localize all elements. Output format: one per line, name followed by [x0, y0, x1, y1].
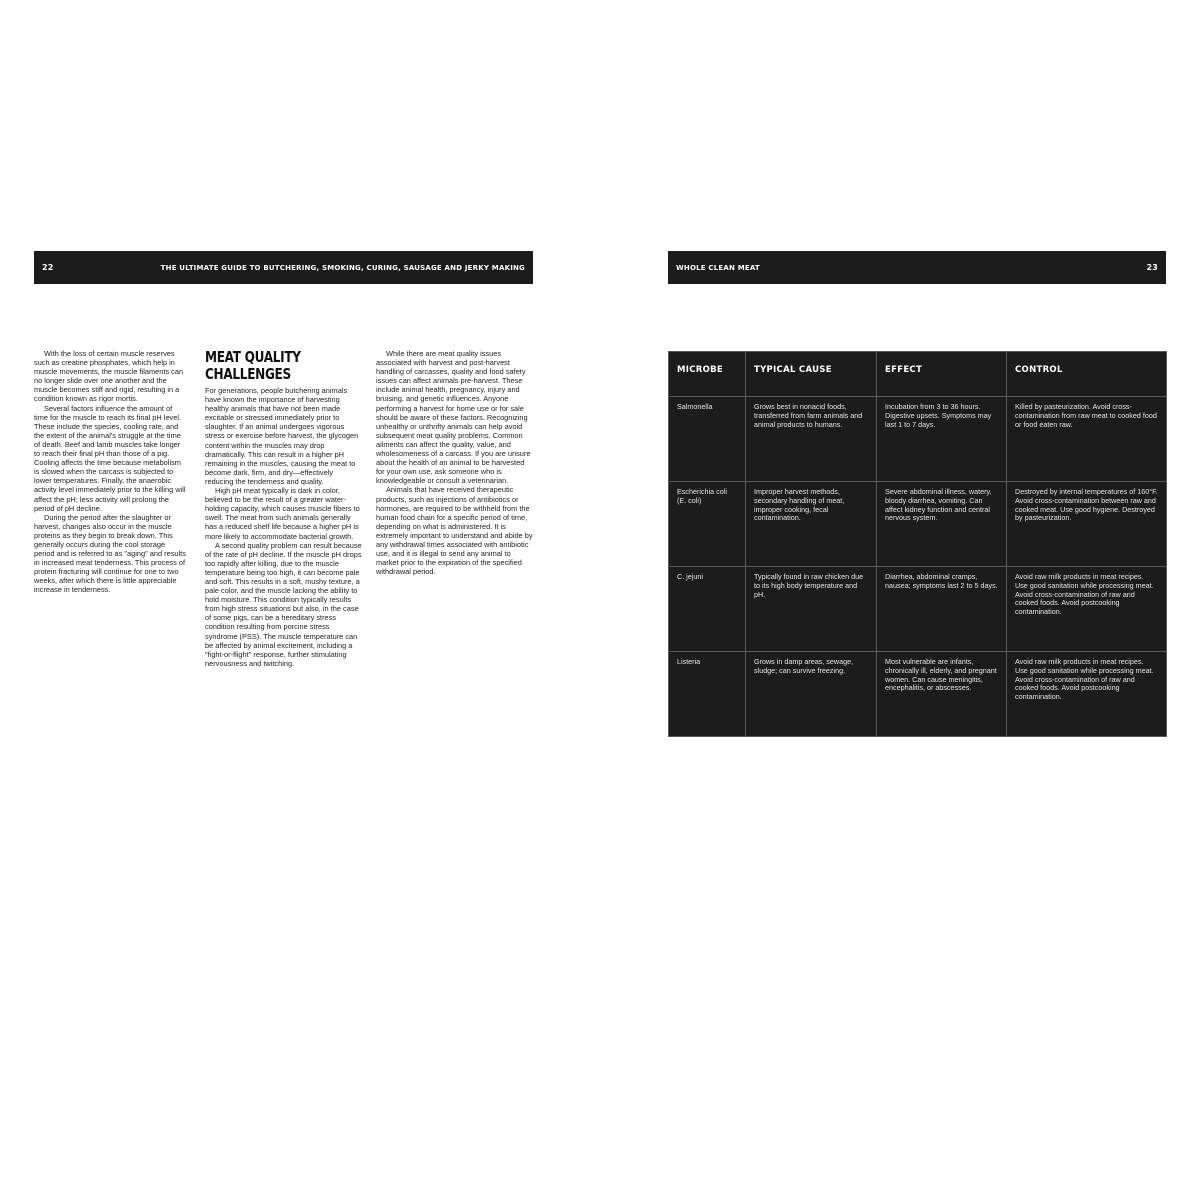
paragraph: While there are meat quality issues associated with harvest and post-harvest handling of carcasses, quality and food safety issues can affect animals pre-harvest. These include animal health, pregnancy, injury and bruising, and genetic influences. Anyone performing a harvest for home use or for sale should be aware of these factors. Recognizing unhealthy or unthrifty animals can help avoid subsequent meat quality problems. Common ailments can affect the quality, value, and wholesomeness of a carcass. If you are unsure about the health of an animal to be harvested for your own use, ask someone who is knowledgeable or consult a veterinarian. — [376, 349, 531, 486]
paragraph: Several factors influence the amount of time for the muscle to reach its final pH level. These include the species, cooling rate, and the extent of the animal's struggle at the time of death. Beef and lamb muscles take longer to reach their final pH than those of a pig. Cooling affects the time because metabolism is slowed when the carcass is subjected to lower temperatures. Finally, the anaerobic activity level immediately prior to the killing will affect the pH; less activity will prolong the period of pH decline. — [34, 403, 186, 513]
table-row — [669, 397, 1167, 482]
cell-cause: Grows in damp areas, sewage, sludge; can survive freezing. — [746, 652, 877, 737]
header-typical-cause: TYPICAL CAUSE — [746, 352, 877, 397]
cell-control: Destroyed by internal temperatures of 160°F. Avoid cross-contamination between raw and cooked meat. Use good hygiene. Destroyed by pasteurization. — [1007, 482, 1167, 567]
header-microbe: MICROBE — [669, 352, 746, 397]
left-page-header — [34, 251, 533, 284]
cell-control: Avoid raw milk products in meat recipes. Use good sanitation while processing meat. Avoid cross-contamination of raw and cooked foods. Avoid postcooking contamination. — [1007, 567, 1167, 652]
left-column-1 — [34, 349, 187, 595]
paragraph: High pH meat typically is dark in color, believed to be the result of a greater water-holding capacity, which causes muscle fibers to swell. The meat from such animals generally has a reduced shelf life because a higher pH is more likely to accommodate bacterial growth. — [205, 486, 360, 541]
cell-effect: Most vulnerable are infants, chronically ill, elderly, and pregnant women. Can cause meningitis, encephalitis, or abscesses. — [877, 652, 1007, 737]
header-control: CONTROL — [1007, 352, 1167, 397]
left-page-number: 22 — [42, 263, 54, 272]
paragraph: During the period after the slaughter or harvest, changes also occur in the muscle proteins as they begin to break down. This generally occurs during the cool storage period and is referred to as "aging" and results in increased meat tenderness. This process of protein fracturing will continue for one to two weeks, after which there is little appreciable increase in tenderness. — [34, 512, 186, 595]
right-running-title: WHOLE CLEAN MEAT — [676, 263, 760, 272]
microbe-table — [668, 351, 1167, 737]
header-effect: EFFECT — [877, 352, 1007, 397]
cell-effect: Incubation from 3 to 36 hours. Digestive upsets. Symptoms may last 1 to 7 days. — [877, 397, 1007, 482]
section-title: MEAT QUALITY CHALLENGES — [205, 348, 301, 383]
cell-microbe: Listeria — [669, 652, 746, 737]
paragraph: Animals that have received therapeutic products, such as injections of antibiotics or hormones, are required to be withheld from the human food chain for a specific period of time, depending on what is administered. It is extremely important to understand and abide by any withdrawal times associated with antibiotic use, and it is illegal to send any animal to market prior to the expiration of the specified withdrawal period. — [376, 485, 533, 577]
table-header-row — [669, 352, 1167, 397]
table-row — [669, 567, 1167, 652]
left-running-title: THE ULTIMATE GUIDE TO BUTCHERING, SMOKING, CURING, SAUSAGE AND JERKY MAKING — [160, 263, 525, 272]
paragraph: With the loss of certain muscle reserves such as creatine phosphates, which help in muscle movements, the muscle filaments can no longer slide over one another and the muscle becomes stiff and rigid, resulting in a condition known as rigor mortis. — [34, 349, 184, 404]
cell-control: Killed by pasteurization. Avoid cross-contamination from raw meat to cooked food or food eaten raw. — [1007, 397, 1167, 482]
cell-microbe: C. jejuni — [669, 567, 746, 652]
cell-cause: Improper harvest methods, secondary handling of meat, improper cooking, fecal contamination. — [746, 482, 877, 567]
table-row — [669, 652, 1167, 737]
cell-cause: Grows best in nonacid foods, transferred from farm animals and animal products to humans. — [746, 397, 877, 482]
cell-microbe: Salmonella — [669, 397, 746, 482]
cell-cause: Typically found in raw chicken due to its high body temperature and pH. — [746, 567, 877, 652]
table-row — [669, 482, 1167, 567]
cell-effect: Diarrhea, abdominal cramps, nausea; symptoms last 2 to 5 days. — [877, 567, 1007, 652]
paragraph: For generations, people butchering animals have known the importance of harvesting healthy animals that have not been made excitable or stressed immediately prior to slaughter. If an animal undergoes vigorous stress or exercise before harvest, the glycogen content within the muscles may drop dramatically. This can result in a higher pH remaining in the muscles, causing the meat to become dark, firm, and dry—effectively reducing the tenderness and quality. — [205, 386, 359, 486]
right-page-header — [668, 251, 1166, 284]
cell-effect: Severe abdominal illness, watery, bloody diarrhea, vomiting. Can affect kidney function and central nervous system. — [877, 482, 1007, 567]
paragraph: A second quality problem can result because of the rate of pH decline. If the muscle pH drops too rapidly after killing, due to the muscle temperature being too high, it can become pale and soft. This results in a soft, mushy texture, a pale color, and the muscle lacking the ability to hold moisture. This condition typically results from high stress situations but also, in the case of some pigs, can be a hereditary stress condition resulting from porcine stress syndrome (PSS). The muscle temperature can be affected by animal excitement, including a "fight-or-flight" response, further stimulating nervousness and twitching. — [205, 540, 362, 668]
cell-control: Avoid raw milk products in meat recipes. Use good sanitation while processing meat. Avoid cross-contamination of raw and cooked foods. Avoid postcooking contamination. — [1007, 652, 1167, 737]
left-column-3 — [376, 349, 533, 576]
right-page-number: 23 — [1146, 263, 1158, 272]
cell-microbe: Escherichia coli (E. coli) — [669, 482, 746, 567]
left-column-2 — [205, 349, 363, 668]
